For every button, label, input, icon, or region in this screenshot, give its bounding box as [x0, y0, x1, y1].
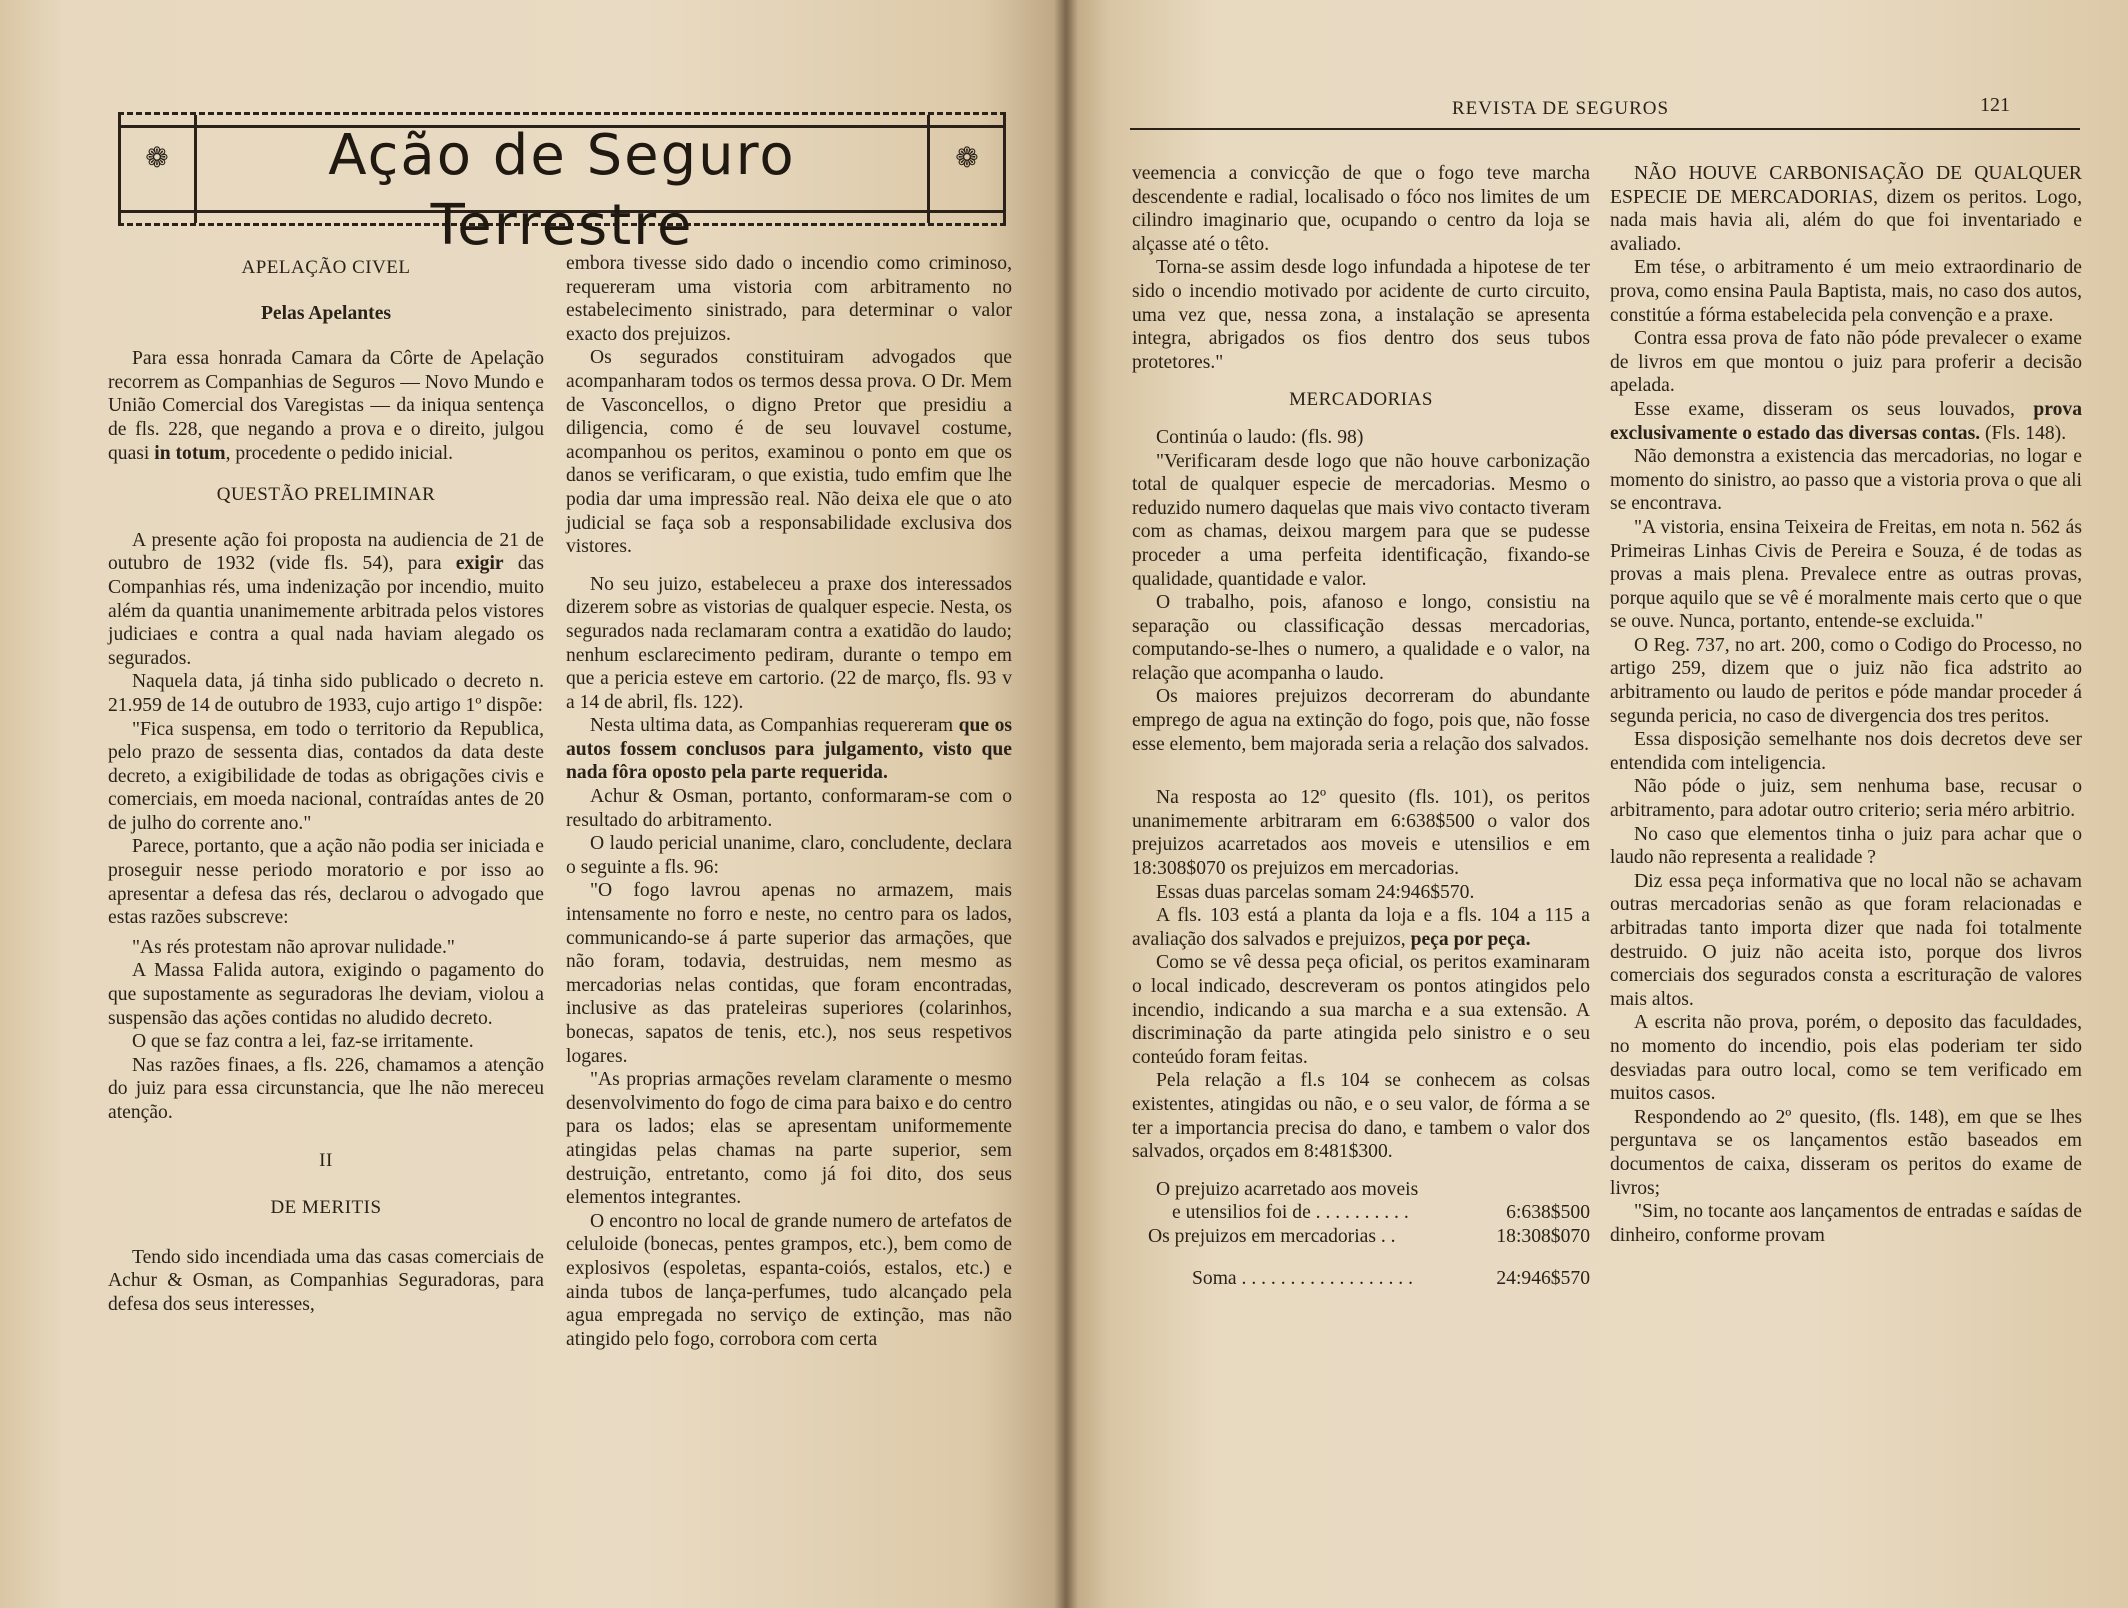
table-value: 24:946$570	[1496, 1267, 1590, 1289]
table-value: 6:638$500	[1506, 1202, 1590, 1224]
paragraph: Contra essa prova de fato não póde prevalecer o exame de livros em que montou o juiz para proferir a decisão apelada.	[1610, 328, 2082, 397]
paragraph: "As rés protestam não aprovar nulidade."	[132, 936, 455, 958]
title-box	[118, 112, 1006, 258]
paragraph: "Fica suspensa, em todo o territorio da Republica, pelo prazo de sessenta dias, contados da data deste decreto, a exigibilidade de todas as obrigações civis e comerciais, em moeda nacional, contraídas antes de 20 de julho do corrente ano."	[108, 718, 544, 834]
spine-shadow	[1054, 0, 1078, 1608]
paragraph: Os segurados constituiram advogados que acompanharam todos os termos dessa prova. O Dr. Mem de Vasconcellos, o digno Pretor que presidiu a diligencia, como é de seu louvavel costume, acompanhou os peritos, examinou o ponto em que os danos se verificaram, o que existia, tudo emfim que lhe podia dar uma impressão real. Não deixa ele que o ato judicial se faça sob a responsabilidade exclusiva dos vistores.	[566, 347, 1012, 558]
paragraph: Como se vê dessa peça oficial, os peritos examinaram o local indicado, descreveram os pontos atingidos pelo incendio, indicando a sua marcha e a sua extensão. A discriminação da parte atingida pelo sinistro e o seu conteúdo foram feitas.	[1132, 952, 1590, 1068]
paragraph: Em tése, o arbitramento é um meio extraordinario de prova, como ensina Paula Baptista, mais, no caso dos autos, constitúe a fórma estabelecida pela convenção e a praxe.	[1610, 257, 2082, 326]
paragraph: veemencia a convicção de que o fogo teve marcha descendente e radial, localisado o fóco nos limites de um cilindro imaginario que, ocupando o centro da loja se alçasse até o têto.	[1132, 163, 1590, 255]
paragraph: O laudo pericial unanime, claro, concludente, declara o seguinte a fls. 96:	[566, 833, 1012, 878]
paragraph: A Massa Falida autora, exigindo o pagamento do que supostamente as seguradoras lhe deviam, violou a suspensão das ações contidas no aludido decreto.	[108, 960, 544, 1029]
header-rule	[1130, 128, 2080, 130]
table-label: Os prejuizos em mercadorias . .	[1148, 1225, 1396, 1247]
right-column-2	[1610, 162, 2082, 1247]
ornament-left-icon: ❁	[145, 141, 169, 174]
table-row	[1132, 1201, 1590, 1225]
paragraph: No caso que elementos tinha o juiz para achar que o laudo não representa a realidade ?	[1610, 823, 2082, 869]
title-box-rule-right	[1003, 115, 1006, 223]
paragraph: O Reg. 737, no art. 200, como o Codigo do Processo, no artigo 259, dizem que o juiz não fica adstrito ao arbitramento ou laudo de peritos e póde mandar proceder á segunda pericia, no caso de divergencia dos tres peritos.	[1610, 634, 2082, 727]
paragraph: Torna-se assim desde logo infundada a hipotese de ter sido o incendio motivado por acidente de curto circuito, uma vez que, nessa zona, a instalação se apresenta integra, abrigados os fios dentro dos seus tubos protetores."	[1132, 257, 1590, 373]
paragraph: Não póde o juiz, sem nenhuma base, recusar o arbitramento, para adotar outro criterio; seria méro arbitrio.	[1610, 776, 2082, 822]
table-row-total	[1132, 1267, 1590, 1291]
ornament-right-icon: ❁	[955, 141, 979, 174]
paragraph: Essas duas parcelas somam 24:946$570.	[1156, 881, 1475, 903]
paragraph: Esse exame, disseram os seus louvados, prova exclusivamente o estado das diversas contas. (Fls. 148).	[1610, 398, 2082, 444]
left-column-1	[108, 240, 544, 1317]
paragraph: "As proprias armações revelam claramente o mesmo desenvolvimento do fogo de cima para baixo e do centro para os lados; elas se apresentam uniformemente atingidas pelas chamas na parte superior, sem destruição, entretanto, como já foi dito, dos seus elementos integrantes.	[566, 1069, 1012, 1209]
paragraph: embora tivesse sido dado o incendio como criminoso, requereram uma vistoria com arbitramento no estabelecimento sinistrado, para determinar o valor exacto dos prejuizos.	[566, 253, 1012, 345]
heading-apelacao: APELAÇÃO CIVEL	[241, 257, 411, 278]
paragraph: Na resposta ao 12º quesito (fls. 101), os peritos unanimemente arbitraram em 6:638$500 o valor dos prejuizos acarretados aos moveis e utensilios e em 18:308$070 os prejuizos em mercadorias.	[1132, 787, 1590, 880]
paragraph: Tendo sido incendiada uma das casas comerciais de Achur & Osman, as Companhias Seguradoras, para defesa dos seus interesses,	[108, 1246, 544, 1315]
page-number: 121	[1980, 94, 2010, 116]
paragraph: Nesta ultima data, as Companhias requereram que os autos fossem conclusos para julgamento, visto que nada fôra oposto pela parte requerida.	[566, 715, 1013, 784]
paragraph: A fls. 103 está a planta da loja e a fls. 104 a 115 a avaliação dos salvados e prejuizos, peça por peça.	[1132, 905, 1590, 950]
heading-section-ii: II	[319, 1149, 333, 1171]
paragraph: Para essa honrada Camara da Côrte de Apelação recorrem as Companhias de Seguros — Novo Mundo e União Comercial dos Varegistas — da iniqua sentença de fls. 228, que negando a prova e o direito, julgou quasi in totum, procedente o pedido inicial.	[108, 348, 544, 464]
heading-questao-preliminar: QUESTÃO PRELIMINAR	[216, 484, 436, 506]
paragraph: Pela relação a fl.s 104 se conhecem as colsas existentes, atingidas ou não, e o seu valor, de fórma a se ter a importancia precisa do dano, e tambem o valor dos salvados, orçados em 8:481$300.	[1132, 1070, 1590, 1163]
table-value: 18:308$070	[1496, 1225, 1590, 1247]
article-title: Ação de Seguro Terrestre	[328, 123, 796, 258]
paragraph: A escrita não prova, porém, o deposito das faculdades, no momento do incendio, pois elas poderiam ter sido desviadas para outro local, como se tem verificado em muitos casos.	[1610, 1012, 2082, 1105]
table-label: e utensilios foi de . . . . . . . . . .	[1172, 1202, 1409, 1224]
paragraph: O trabalho, pois, afanoso e longo, consistiu na separação ou classificação dessas mercadorias, computando-se-lhes o numero, a qualidade e o valor, na relação que acompanha o laudo.	[1132, 592, 1590, 684]
paragraph: Diz essa peça informativa que no local não se achavam outras mercadorias senão as que foram relacionadas e arbitradas tanto importa dizer que nada foi totalmente destruido. O juiz não aceita isto, porque dos livros comerciais dos segurados consta a escrituração de valores mais altos.	[1610, 870, 2082, 1010]
table-row: O prejuizo acarretado aos moveis	[1156, 1178, 1419, 1200]
paragraph: No seu juizo, estabeleceu a praxe dos interessados dizerem sobre as vistorias de qualquer especie. Nesta, os segurados nada reclamaram contra a exatidão do laudo; nenhum esclarecimento pediram, durante o tempo em que a pericia esteve em cartorio. (22 de março, fls. 93 v a 14 de abril, fls. 122).	[566, 573, 1012, 713]
paragraph: Achur & Osman, portanto, conformaram-se com o resultado do arbitramento.	[566, 786, 1012, 831]
running-head: REVISTA DE SEGUROS	[1452, 98, 1670, 119]
paragraph: Parece, portanto, que a ação não podia ser iniciada e proseguir nesse periodo moratorio e por isso ao apresentar a defesa das rés, declarou o advogado que estas razões subscreve:	[108, 836, 544, 929]
paragraph: "O fogo lavrou apenas no armazem, mais intensamente no forro e neste, no centro para os lados, communicando-se á parte superior das armações, que não foram, todavia, destruidas, nem mesmo as mercadorias nelas contidas, que foram encontradas, inclusive as das prateleiras superiores (colarinhos, bonecas, sapatos de tenis, etc.), nos seus respetivos logares.	[566, 880, 1012, 1067]
title-box-rule-left-inner	[194, 115, 197, 223]
paragraph: "Sim, no tocante aos lançamentos de entradas e saídas de dinheiro, conforme provam	[1610, 1201, 2082, 1246]
heading-apelantes: Pelas Apelantes	[260, 302, 392, 324]
heading-de-meritis: DE MERITIS	[270, 1197, 382, 1219]
table-row	[1132, 1225, 1590, 1249]
paragraph: A presente ação foi proposta na audiencia de 21 de outubro de 1932 (vide fls. 54), para exigir das Companhias rés, uma indenização por incendio, muito além da quantia unanimemente arbitrada pelos vistores judiciaes e contra a qual nada haviam alegado os segurados.	[108, 529, 544, 669]
paragraph: O encontro no local de grande numero de artefatos de celuloide (bonecas, pentes grampos, etc.), bem como de explosivos (espoletas, espanta-coiós, estalos, etc.) e ainda tubos de lança-perfumes, tudo alcançado pela agua empregada no serviço de extinção, mas não atingido pelo fogo, corrobora com certa	[566, 1210, 1012, 1350]
paragraph: "A vistoria, ensina Teixeira de Freitas, em nota n. 562 ás Primeiras Linhas Civis de Pereira e Souza, é de todas as provas a mais plena. Prevalece entre as outras provas, porque aquilo que se vê é moralmente mais certo que o que se ouve. Nunca, portanto, entende-se excluida."	[1610, 516, 2082, 633]
left-column-2	[566, 252, 1012, 1351]
title-box-rule-left	[118, 115, 121, 223]
title-box-rule-right-inner	[927, 115, 930, 223]
paragraph: Não demonstra a existencia das mercadorias, no logar e momento do sinistro, ao passo que a vistoria prova o que ali se encontrava.	[1610, 446, 2082, 515]
right-column-1	[1132, 162, 1590, 1290]
paragraph: O que se faz contra a lei, faz-se irritamente.	[132, 1031, 474, 1053]
paragraph: Essa disposição semelhante nos dois decretos deve ser entendida com inteligencia.	[1610, 729, 2082, 774]
paragraph: Os maiores prejuizos decorreram do abundante emprego de agua na extinção do fogo, pois que, não fosse esse elemento, bem majorada seria a relação dos salvados.	[1132, 686, 1590, 755]
paragraph: Naquela data, já tinha sido publicado o decreto n. 21.959 de 14 de outubro de 1933, cujo artigo 1º dispõe:	[108, 671, 544, 716]
heading-mercadorias: MERCADORIAS	[1289, 389, 1433, 411]
table-label: Soma . . . . . . . . . . . . . . . . . .	[1192, 1267, 1413, 1289]
paragraph: Respondendo ao 2º quesito, (fls. 148), em que se lhes perguntava se os lançamentos estão baseados em documentos de caixa, disseram os peritos do exame de livros;	[1610, 1106, 2082, 1199]
paragraph: Nas razões finaes, a fls. 226, chamamos a atenção do juiz para essa circunstancia, que lhe não mereceu atenção.	[108, 1054, 544, 1123]
paragraph: "Verificaram desde logo que não houve carbonização total de qualquer especie de mercadorias. Mesmo o reduzido numero daquelas que mais vivo contacto tiveram com as chamas, deixou margem para que se pudesse proceder a uma perfeita identificação, fixando-se qualidade, quantidade e valor.	[1132, 450, 1590, 590]
paragraph: NÃO HOUVE CARBONISAÇÃO DE QUALQUER ESPECIE DE MERCADORIAS, dizem os peritos. Logo, nada mais havia ali, além do que foi inventariado e avaliado.	[1610, 163, 2082, 255]
paragraph: Continúa o laudo: (fls. 98)	[1156, 426, 1364, 448]
